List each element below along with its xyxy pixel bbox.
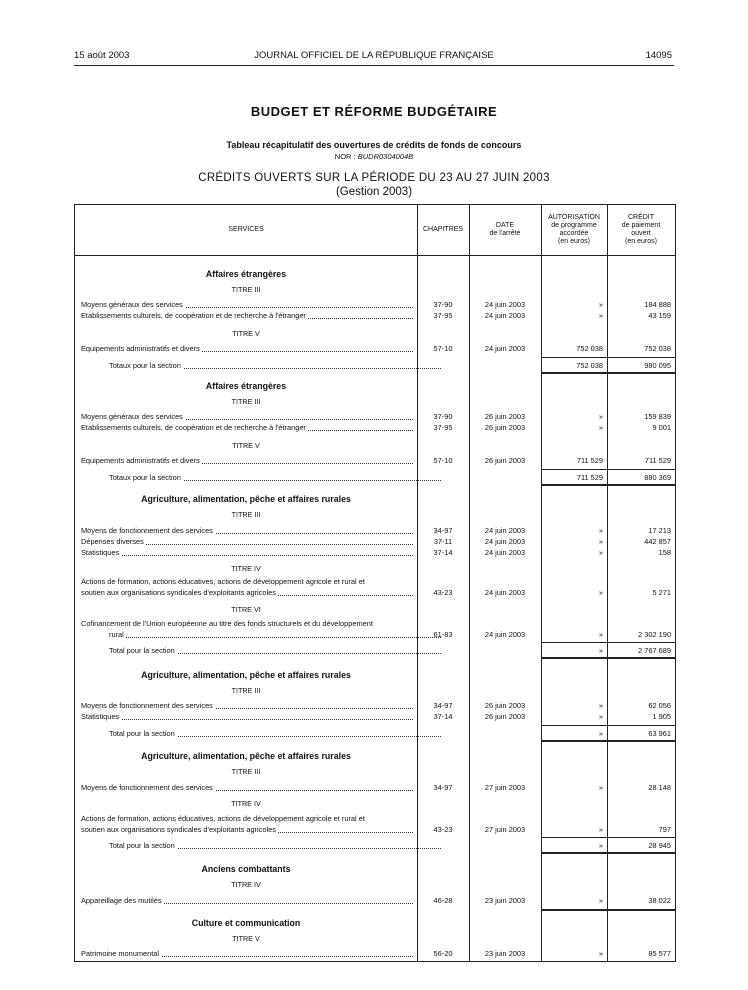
header-divider [75, 255, 675, 256]
titre-heading: TITRE V [232, 329, 260, 338]
table-row: Moyens généraux des services 37-90 26 juin 2003 » 159 839 [81, 412, 671, 421]
service-label-line: Cofinancement de l'Union européenne au titre des fonds structurels et du développement [81, 619, 373, 628]
nor-label: NOR : [334, 152, 356, 161]
journal-name: JOURNAL OFFICIEL DE LA RÉPUBLIQUE FRANÇAISE [254, 50, 494, 61]
table-row: Moyens de fonctionnement des services 34-97 24 juin 2003 » 17 213 [81, 526, 671, 535]
nor-reference [0, 152, 748, 161]
section-rule [541, 657, 675, 661]
section-title: Agriculture, alimentation, pêche et affaires rurales [141, 751, 351, 761]
table-row: Moyens généraux des services 37-90 24 juin 2003 » 184 888 [81, 300, 671, 309]
page-date: 15 août 2003 [74, 50, 130, 61]
section-rule [541, 484, 675, 488]
credits-table [74, 204, 676, 962]
total-row: Total pour la section » 63 961 [109, 729, 671, 738]
section-rule [541, 852, 675, 856]
page-number: 14095 [645, 50, 672, 61]
section-title: Affaires étrangères [205, 381, 287, 391]
column-header-services: SERVICES [228, 226, 264, 233]
titre-heading: TITRE VI [231, 605, 261, 614]
table-row: Statistiques 37-14 24 juin 2003 » 158 [81, 548, 671, 557]
header-rule [74, 65, 674, 66]
titre-heading: TITRE III [231, 397, 261, 406]
column-header-date: DATE de l'arrêté [489, 222, 521, 237]
table-row: Moyens de fonctionnement des services 34-97 26 juin 2003 » 62 056 [81, 701, 671, 710]
titre-heading: TITRE V [232, 441, 260, 450]
column-header-autorisation: AUTORISATION de programme accordée (en euros) [548, 214, 600, 245]
table-row: Moyens de fonctionnement des services 34-97 27 juin 2003 » 28 148 [81, 783, 671, 792]
table-row: Equipements administratifs et divers 57-10 26 juin 2003 711 529 711 529 [81, 456, 671, 465]
service-label-line: Actions de formation, actions éducatives, actions de développement agricole et rural et [81, 577, 365, 586]
table-row: Appareillage des mutilés 46-28 23 juin 2003 » 38 022 [81, 896, 671, 905]
row-rule [541, 725, 675, 726]
titre-heading: TITRE III [231, 686, 261, 695]
document-title: BUDGET ET RÉFORME BUDGÉTAIRE [250, 104, 498, 119]
total-row: Total pour la section » 2 767 689 [109, 646, 671, 655]
nor-code: BUDR0304004B [357, 152, 414, 161]
section-rule [541, 740, 675, 744]
table-row: soutien aux organisations syndicales d'exploitants agricoles 43-23 24 juin 2003 » 5 271 [81, 588, 671, 597]
row-rule [541, 837, 675, 838]
table-row: Patrimoine monumental 56-20 23 juin 2003 » 85 577 [81, 949, 671, 958]
titre-heading: TITRE III [231, 510, 261, 519]
row-rule [541, 357, 675, 358]
credits-period-title: CRÉDITS OUVERTS SUR LA PÉRIODE DU 23 AU 27 JUIN 2003 [198, 172, 550, 184]
row-rule [541, 642, 675, 643]
table-row: Dépenses diverses 37-11 24 juin 2003 » 442 857 [81, 537, 671, 546]
document-subtitle: Tableau récapitulatif des ouvertures de crédits de fonds de concours [226, 140, 522, 150]
total-row: Totaux pour la section 711 529 880 369 [109, 473, 671, 482]
titre-heading: TITRE III [231, 285, 261, 294]
total-row: Totaux pour la section 752 038 980 095 [109, 361, 671, 370]
section-rule [541, 372, 675, 376]
table-row: soutien aux organisations syndicales d'exploitants agricoles 43-23 27 juin 2003 » 797 [81, 825, 671, 834]
titre-heading: TITRE IV [231, 880, 261, 889]
titre-heading: TITRE IV [231, 799, 261, 808]
column-header-credit: CRÉDIT de paiement ouvert (en euros) [621, 214, 661, 245]
table-row: Statistiques 37-14 26 juin 2003 » 1 905 [81, 712, 671, 721]
total-row: Total pour la section » 28 945 [109, 841, 671, 850]
section-title: Culture et communication [191, 918, 301, 928]
table-row: Etablissements culturels, de coopération et de recherche à l'étranger 37-95 26 juin 2003 » 9 001 [81, 423, 671, 432]
table-row: Etablissements culturels, de coopération et de recherche à l'étranger 37-95 24 juin 2003 » 43 159 [81, 311, 671, 320]
table-row: Equipements administratifs et divers 57-10 24 juin 2003 752 038 752 038 [81, 344, 671, 353]
section-title: Affaires étrangères [205, 269, 287, 279]
service-label-line: Actions de formation, actions éducatives, actions de développement agricole et rural et [81, 814, 365, 823]
column-header-chapitres: CHAPITRES [422, 226, 464, 233]
section-rule [541, 909, 675, 913]
section-title: Anciens combattants [201, 864, 291, 874]
titre-heading: TITRE IV [231, 564, 261, 573]
titre-heading: TITRE III [231, 767, 261, 776]
table-row: rural 61-83 24 juin 2003 » 2 302 190 [109, 630, 671, 639]
titre-heading: TITRE V [232, 934, 260, 943]
gestion-year: (Gestion 2003) [335, 186, 413, 198]
section-title: Agriculture, alimentation, pêche et affaires rurales [141, 670, 351, 680]
section-title: Agriculture, alimentation, pêche et affaires rurales [141, 494, 351, 504]
row-rule [541, 469, 675, 470]
